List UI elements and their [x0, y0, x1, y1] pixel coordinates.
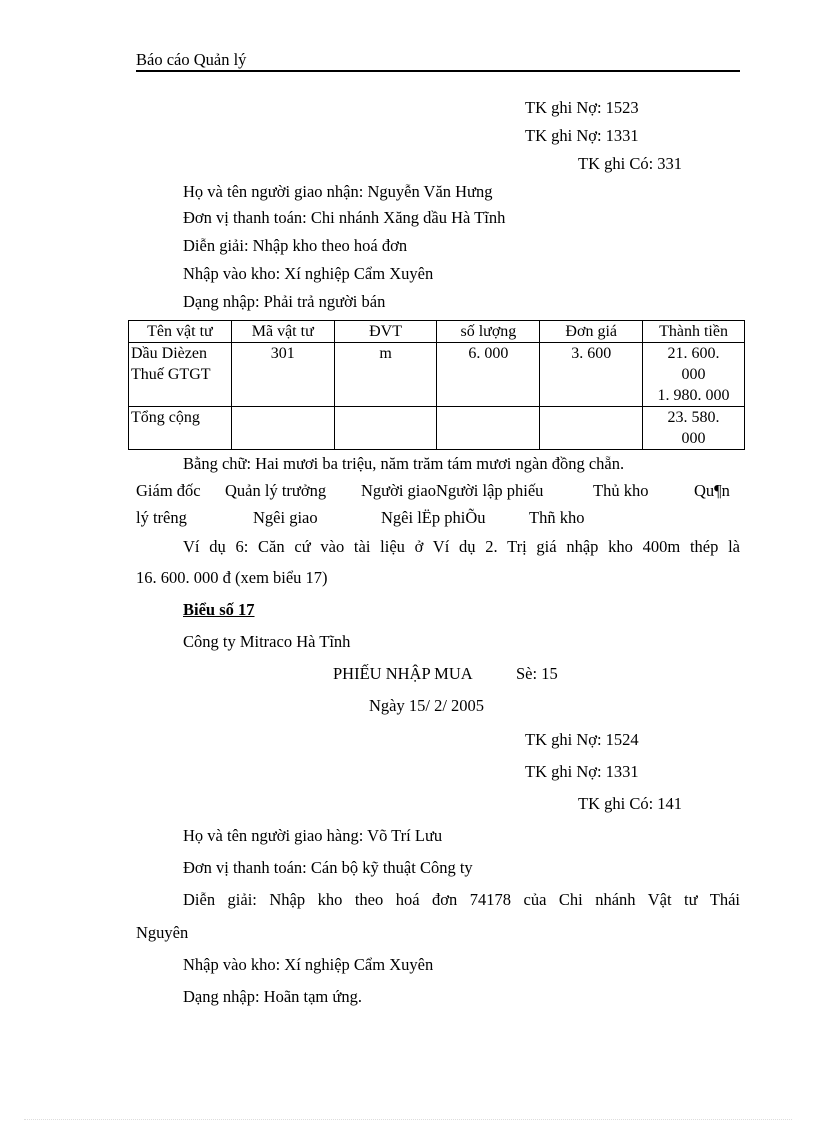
credit-account-2: TK ghi Có: 141 — [578, 794, 683, 813]
example-6-line1: Ví dụ 6: Căn cứ vào tài liệu ở Ví dụ 2. Trị giá nhập kho 400m thép là — [183, 537, 740, 556]
payer-line-2: Đơn vị thanh toán: Cán bộ kỹ thuật Công ty — [183, 858, 473, 877]
slip-number: Sè: 15 — [516, 664, 558, 683]
header-divider — [136, 70, 740, 72]
item-amount-part2: 000 — [681, 366, 706, 383]
signature-garbled-1: Qu¶n — [694, 481, 730, 500]
signature-garbled-5: Thñ kho — [529, 508, 585, 527]
table-total-row — [129, 407, 745, 450]
payer-line: Đơn vị thanh toán: Chi nhánh Xăng dầu Hà Tĩnh — [183, 208, 506, 227]
empty-cell — [540, 407, 643, 450]
warehouse-line-2: Nhập vào kho: Xí nghiệp Cẩm Xuyên — [183, 955, 434, 974]
debit-account-4: TK ghi Nợ: 1331 — [525, 762, 639, 781]
page-bottom-border — [24, 1119, 792, 1120]
item-name: Dầu Dièzen — [131, 345, 207, 362]
column-header: ĐVT — [334, 321, 437, 343]
signature-manager: Quản lý trưởng — [225, 481, 327, 500]
empty-cell — [437, 407, 540, 450]
vat-name: Thuế GTGT — [131, 366, 211, 383]
signature-deliverer-preparer: Người giaoNgười lập phiếu — [361, 481, 544, 500]
total-amount-part2: 000 — [681, 430, 706, 447]
form-title: Biểu số 17 — [183, 600, 255, 619]
vat-amount: 1. 980. 000 — [657, 387, 730, 404]
deliverer-line-2: Họ và tên người giao hàng: Võ Trí Lưu — [183, 826, 443, 845]
signature-garbled-2: lý trêng — [136, 508, 187, 527]
description-line-2b: Nguyên — [136, 923, 189, 942]
import-type-line: Dạng nhập: Phải trả người bán — [183, 292, 386, 311]
import-type-line-2: Dạng nhập: Hoãn tạm ứng. — [183, 987, 362, 1006]
example-6-line2: 16. 600. 000 đ (xem biểu 17) — [136, 568, 328, 587]
item-unit: m — [334, 343, 437, 407]
slip-title: PHIẾU NHẬP MUA — [333, 664, 473, 683]
item-name-cell — [129, 343, 232, 407]
column-header: Đơn giá — [540, 321, 643, 343]
table-header-row — [129, 321, 745, 343]
item-quantity: 6. 000 — [437, 343, 540, 407]
column-header: số lượng — [437, 321, 540, 343]
column-header: Mã vật tư — [231, 321, 334, 343]
debit-account-3: TK ghi Nợ: 1524 — [525, 730, 639, 749]
total-amount-part1: 23. 580. — [667, 409, 720, 426]
debit-account-2: TK ghi Nợ: 1331 — [525, 126, 639, 145]
item-price: 3. 600 — [540, 343, 643, 407]
description-line-2a: Diễn giải: Nhập kho theo hoá đơn 74178 của Chi nhánh Vật tư Thái — [183, 890, 740, 909]
goods-table — [128, 320, 745, 450]
signature-garbled-3: Ngêi giao — [253, 508, 318, 527]
signature-storekeeper: Thủ kho — [593, 481, 649, 500]
warehouse-line: Nhập vào kho: Xí nghiệp Cẩm Xuyên — [183, 264, 434, 283]
item-amount-cell — [643, 343, 745, 407]
slip-date: Ngày 15/ 2/ 2005 — [369, 696, 485, 715]
total-label: Tổng cộng — [129, 407, 232, 450]
description-line: Diễn giải: Nhập kho theo hoá đơn — [183, 236, 408, 255]
item-code: 301 — [231, 343, 334, 407]
page-header-title: Báo cáo Quản lý — [136, 50, 247, 69]
empty-cell — [231, 407, 334, 450]
credit-account: TK ghi Có: 331 — [578, 154, 683, 173]
company-name: Công ty Mitraco Hà Tĩnh — [183, 632, 351, 651]
signature-director: Giám đốc — [136, 481, 201, 500]
item-amount-part1: 21. 600. — [667, 345, 720, 362]
debit-account-1: TK ghi Nợ: 1523 — [525, 98, 639, 117]
column-header: Thành tiền — [643, 321, 745, 343]
deliverer-line: Họ và tên người giao nhận: Nguyễn Văn Hưng — [183, 182, 493, 201]
table-row — [129, 343, 745, 407]
total-amount-cell — [643, 407, 745, 450]
signature-garbled-4: Ngêi lËp phiÕu — [381, 508, 486, 527]
amount-in-words: Bằng chữ: Hai mươi ba triệu, năm trăm tám mươi ngàn đồng chẵn. — [183, 454, 625, 473]
column-header: Tên vật tư — [129, 321, 232, 343]
empty-cell — [334, 407, 437, 450]
